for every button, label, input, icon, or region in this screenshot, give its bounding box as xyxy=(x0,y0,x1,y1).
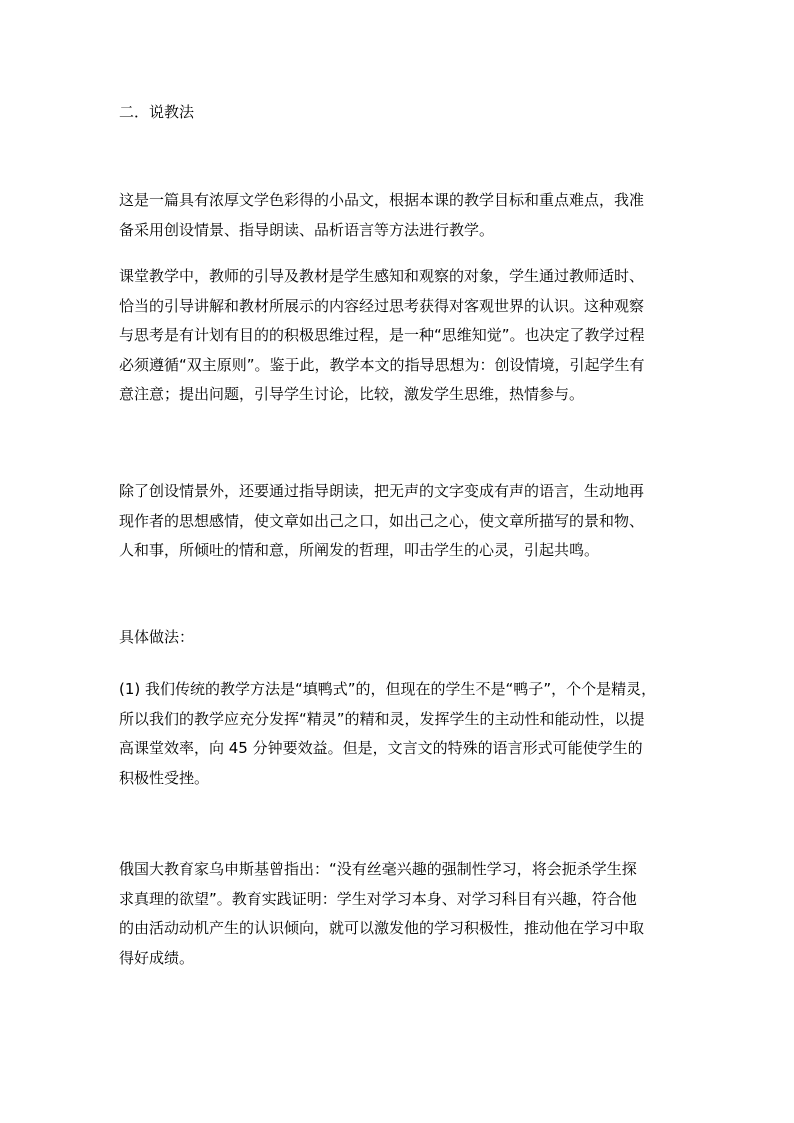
text-line: 除了创设情景外，还要通过指导朗读，把无声的文字变成有声的语言，生动地再 xyxy=(119,482,645,500)
text-line: 与思考是有计划有目的的积极思维过程，是一种“思维知觉”。也决定了教学过程 xyxy=(119,326,645,345)
section-heading: 二．说教法 xyxy=(119,103,195,121)
text-line: 人和事，所倾吐的情和意，所阐发的哲理，叩击学生的心灵，引起共鸣。 xyxy=(119,541,600,560)
text-line: 的由活动动机产生的认识倾向，就可以激发他的学习积极性，推动他在学习中取 xyxy=(119,919,645,938)
paragraph-specific-approach-label xyxy=(119,623,676,653)
text-line: 备采用创设情景、指导朗读、品析语言等方法进行教学。 xyxy=(119,220,495,239)
text-line: 必须遵循“双主原则”。鉴于此，教学本文的指导思想为：创设情境，引起学生有 xyxy=(119,355,645,374)
text-line: 课堂教学中，教师的引导及教材是学生感知和观察的对象，学生通过教师适时、 xyxy=(119,267,645,285)
text-line: 得好成绩。 xyxy=(119,948,195,967)
paragraph-guided-reading xyxy=(119,477,676,566)
text-line: 高课堂效率，向 45 分钟要效益。但是，文言文的特殊的语言形式可能使学生的 xyxy=(119,739,643,758)
paragraph-numbered-item-1 xyxy=(119,675,676,793)
text-line: 求真理的欲望”。教育实践证明：学生对学习本身、对学习科目有兴趣，符合他 xyxy=(119,889,637,908)
text-line: 恰当的引导讲解和教材所展示的内容经过思考获得对客观世界的认识。这种观察 xyxy=(119,296,645,315)
paragraph-teaching-methods xyxy=(119,186,676,245)
text-line: 意注意；提出问题，引导学生讨论，比较，激发学生思维，热情参与。 xyxy=(119,385,585,404)
text-line: 现作者的思想感情，使文章如出己之口，如出己之心，使文章所描写的景和物、 xyxy=(119,511,645,530)
text-line: 积极性受挫。 xyxy=(119,768,210,787)
text-line: 俄国大教育家乌申斯基曾指出：“没有丝毫兴趣的强制性学习，将会扼杀学生探 xyxy=(119,860,637,878)
paragraph-ushinsky-quote xyxy=(119,855,676,973)
text-line: 具体做法： xyxy=(119,628,195,646)
text-line: 所以我们的教学应充分发挥“精灵”的精和灵，发挥学生的主动性和能动性，以提 xyxy=(119,709,645,728)
text-line: (1) 我们传统的教学方法是“填鸭式”的，但现在的学生不是“鸭子”，个个是精灵， xyxy=(119,680,657,698)
paragraph-classroom-teaching xyxy=(119,262,676,410)
text-line: 这是一篇具有浓厚文学色彩得的小品文，根据本课的教学目标和重点难点，我准 xyxy=(119,191,645,209)
